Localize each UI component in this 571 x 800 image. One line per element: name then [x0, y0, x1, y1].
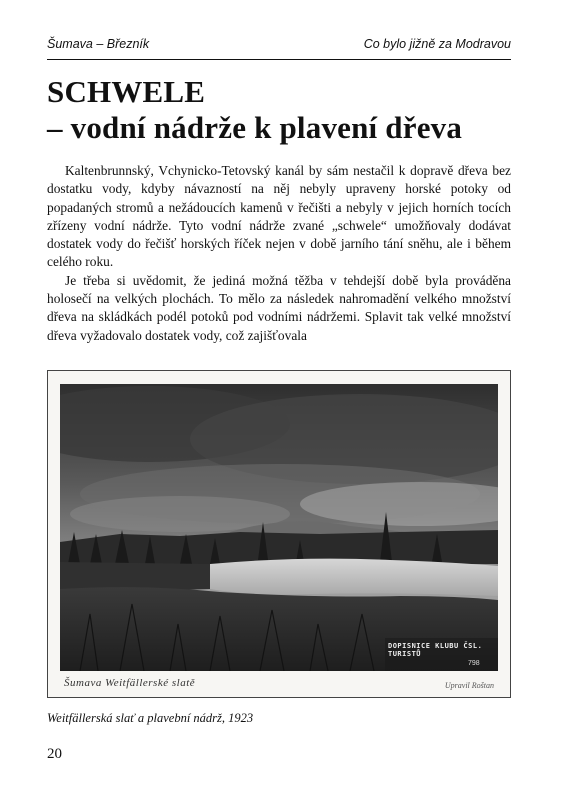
article-title [47, 74, 517, 146]
header-left: Šumava – Březník [47, 37, 150, 51]
header-right: Co bylo jižně za Modravou [363, 37, 511, 51]
title-line-1: SCHWELE [47, 74, 206, 109]
stamp-number: 798 [468, 660, 480, 667]
running-header [47, 37, 511, 51]
figure-caption: Weitfällerská slať a plavební nádrž, 1923 [47, 711, 254, 725]
landscape-photo [60, 384, 498, 671]
paragraph-1: Kaltenbrunnský, Vchynicko-Tetovský kanál by sám nestačil k dopravě dřeva bez dostatku vody, kdyby návazností na něj nebyly upraveny horské potoky od popadaných stromů a nežádoucích kamenů v řečišti a nebyly v jejich horních tocích zřízeny vodní nádrže. Tyto vodní nádrže zvané „schwele“ umožňovaly dodávat dostatek vody do řečišť horských říček nejen v době jarního tání sněhu, ale i během celého roku. [47, 163, 511, 270]
stamp-title: DOPISNICE KLUBU ČSL. TURISTŮ [388, 642, 483, 658]
title-line-2: – vodní nádrže k plavení dřeva [47, 110, 463, 145]
page-number: 20 [47, 746, 62, 762]
landscape-photo-image [60, 384, 498, 671]
article-body [47, 162, 511, 345]
header-rule [47, 59, 511, 60]
postcard-stamp [388, 642, 494, 658]
postcard-publisher: Upravil Roštan [444, 681, 494, 690]
postcard-figure [47, 370, 511, 698]
postcard-handwritten-title: Šumava Weitfällerské slatě [64, 677, 196, 689]
paragraph-2: Je třeba si uvědomit, že jediná možná těžba v tehdejší době byla prováděna holosečí na velkých plochách. To mělo za následek nahromadění velkého množství dřeva na skládkách podél potoků pod vodními nádržemi. Splavit tak velké množství dřeva vyžadovalo dostatek vody, což zajišťovala [47, 272, 511, 343]
